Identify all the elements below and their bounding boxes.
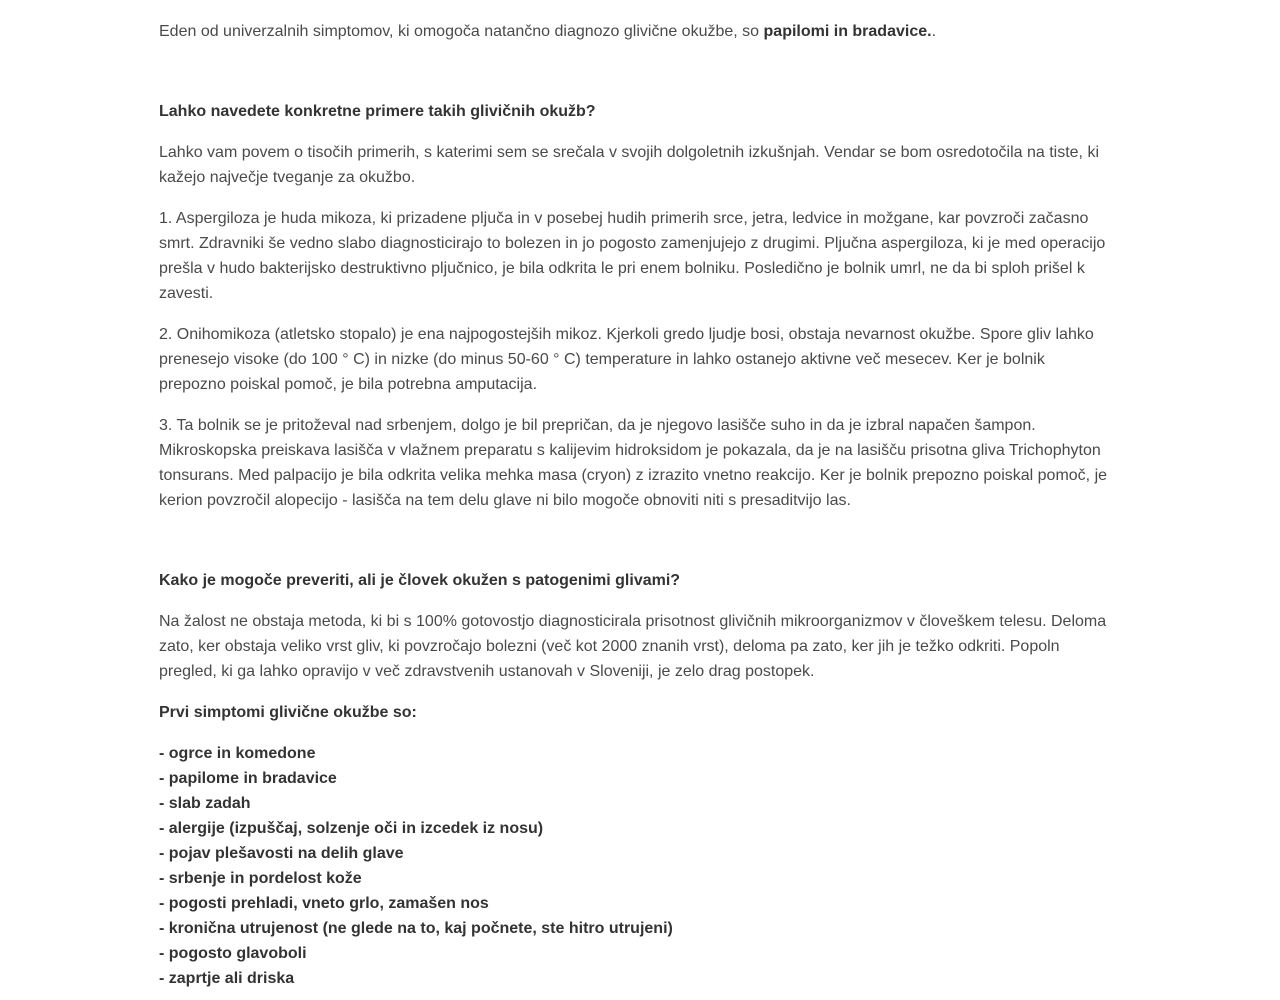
question-heading-diagnosis: Kako je mogoče preveriti, ali je človek okužen s patogenimi glivami? bbox=[159, 572, 681, 589]
list-item: - srbenje in pordelost kože bbox=[159, 870, 362, 887]
case-paragraph-aspergiloza: 1. Aspergiloza je huda mikoza, ki prizadene pljuča in v posebej hudih primerih srce, jetra, ledvice in možgane, kar povzroči začasno smrt. Zdravniki še vedno slabo diagnosticirajo to bolezen in jo pogosto zamenjujejo z drugimi. Pljučna aspergiloza, ki je med operacijo prešla v hudo bakterijsko destruktivno pljučnico, je bila odkrita le pri enem bolniku. Posledično je bolnik umrl, ne da bi sploh prišel k zavesti. bbox=[159, 210, 1106, 302]
universal-symptom-paragraph bbox=[159, 19, 1114, 44]
list-item: - kronična utrujenost (ne glede na to, kaj počnete, ste hitro utrujeni) bbox=[159, 920, 673, 937]
list-item: - zaprtje ali driska bbox=[159, 970, 295, 987]
answer-paragraph-diagnosis: Na žalost ne obstaja metoda, ki bi s 100% gotovostjo diagnosticirala prisotnost glivičnih mikroorganizmov v človeškem telesu. Deloma zato, ker obstaja veliko vrst gliv, ki povzročajo bolezni (več kot 2000 znanih vrst), deloma pa zato, ker jih je težko odkriti. Popoln pregled, ki ga lahko opravijo v več zdravstvenih ustanovah v Sloveniji, je zelo drag postopek. bbox=[159, 613, 1107, 680]
universal-symptom-trailing: . bbox=[931, 23, 937, 40]
case-paragraph-trichophyton: 3. Ta bolnik se je pritoževal nad srbenjem, dolgo je bil prepričan, da je njegovo lasišče suho in da je izbral napačen šampon. Mikroskopska preiskava lasišča v vlažnem preparatu s kalijevim hidroksidom je pokazala, da je na lasišču prisotna gliva Trichophyton tonsurans. Med palpacijo je bila odkrita velika mehka masa (cryon) z izrazito vnetno reakcijo. Ker je bolnik prepozno poiskal pomoč, je kerion povzročil alopecijo - lasišča na tem delu glave ni bilo mogoče obnoviti niti s presaditvijo las. bbox=[159, 417, 1108, 509]
list-item: - ogrce in komedone bbox=[159, 745, 316, 762]
list-item: - pogosto glavoboli bbox=[159, 945, 307, 962]
symptoms-list bbox=[159, 741, 1114, 991]
section-spacer bbox=[159, 60, 1114, 99]
section-spacer bbox=[159, 529, 1114, 568]
symptoms-heading: Prvi simptomi glivične okužbe so: bbox=[159, 704, 417, 721]
article-body bbox=[159, 0, 1114, 991]
universal-symptom-text: Eden od univerzalnih simptomov, ki omogoča natančno diagnozo glivične okužbe, so bbox=[159, 23, 764, 40]
answer-paragraph-examples: Lahko vam povem o tisočih primerih, s katerimi sem se srečala v svojih dolgoletnih izkušnjah. Vendar se bom osredotočila na tiste, ki kažejo največje tveganje za okužbo. bbox=[159, 144, 1099, 186]
list-item: - pogosti prehladi, vneto grlo, zamašen nos bbox=[159, 895, 489, 912]
universal-symptom-bold: papilomi in bradavice. bbox=[763, 23, 932, 40]
list-item: - slab zadah bbox=[159, 795, 251, 812]
list-item: - pojav plešavosti na delih glave bbox=[159, 845, 404, 862]
list-item: - papilome in bradavice bbox=[159, 770, 337, 787]
list-item: - alergije (izpuščaj, solzenje oči in izcedek iz nosu) bbox=[159, 820, 544, 837]
case-paragraph-onihomikoza: 2. Onihomikoza (atletsko stopalo) je ena najpogostejših mikoz. Kjerkoli gredo ljudje bosi, obstaja nevarnost okužbe. Spore gliv lahko prenesejo visoke (do 100 ° C) in nizke (do minus 50-60 ° C) temperature in lahko ostanejo aktivne več mesecev. Ker je bolnik prepozno poiskal pomoč, je bila potrebna amputacija. bbox=[159, 326, 1094, 393]
intro-paragraph-cut bbox=[159, 0, 1114, 3]
question-heading-examples: Lahko navedete konkretne primere takih glivičnih okužb? bbox=[159, 103, 596, 120]
